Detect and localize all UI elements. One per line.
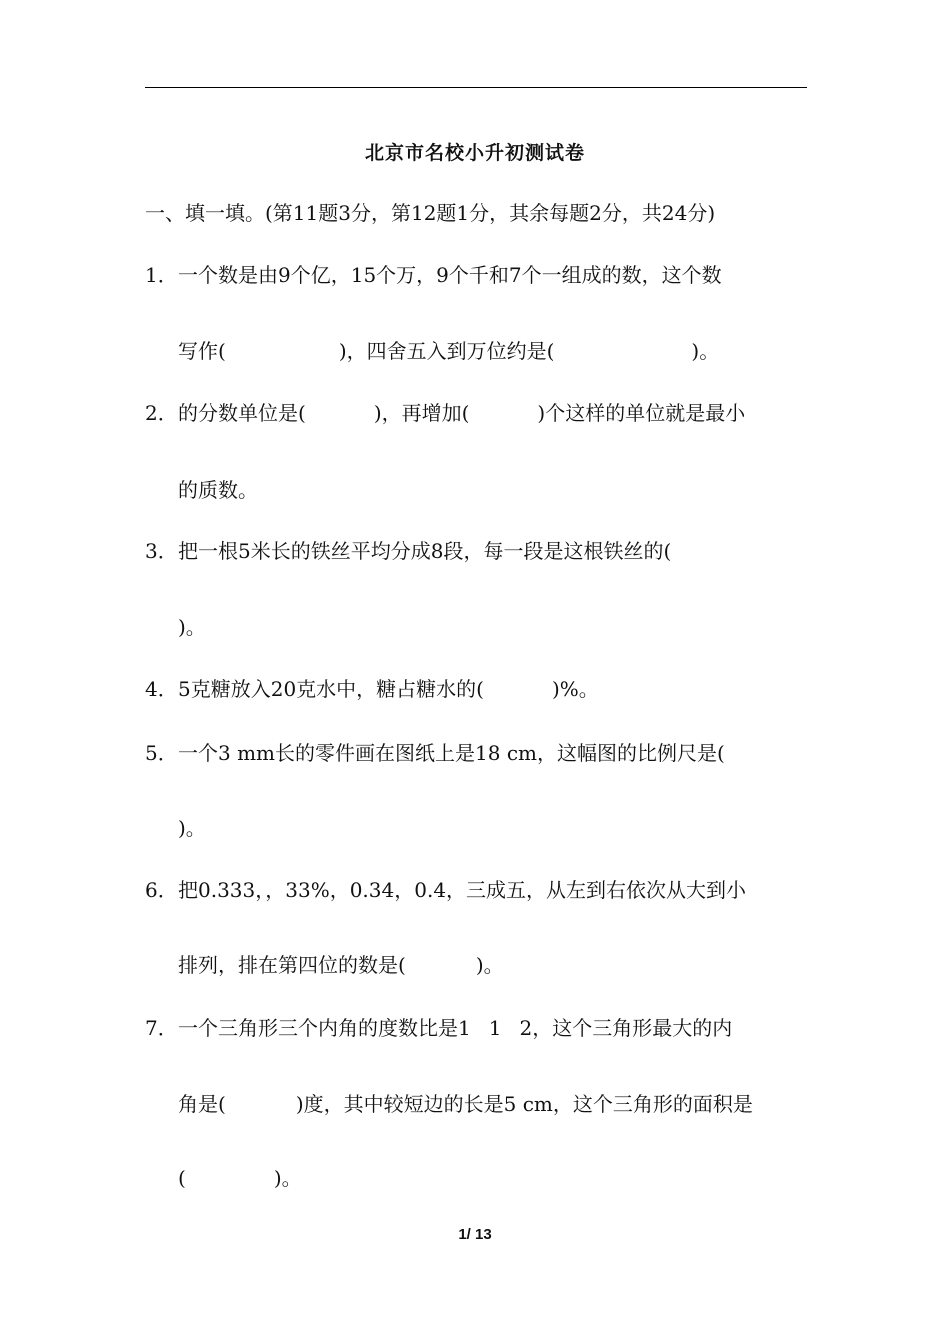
question-6-number: 6．: [145, 878, 178, 902]
question-4-line-1: [178, 677, 599, 701]
question-6-line-2: [178, 953, 504, 977]
question-6-line-1: 把0.333，，33%，0.34，0.4，三成五，从左到右依次从大到小: [178, 878, 747, 902]
question-6-text-b: )。: [475, 953, 504, 977]
question-5-line-2: )。: [178, 816, 206, 840]
question-1-number: 1．: [145, 263, 178, 287]
question-2-line-2: 的质数。: [178, 478, 258, 502]
question-3-number: 3．: [145, 539, 178, 563]
question-7-line-2: [178, 1092, 753, 1116]
question-1-text-c: )。: [691, 339, 720, 363]
question-2-text-b: )，再增加(: [373, 401, 470, 425]
question-7-number: 7．: [145, 1016, 178, 1040]
question-7-text-a: 一个三角形三个内角的度数比是1: [178, 1016, 471, 1040]
question-7-text-d: 角是(: [178, 1092, 226, 1116]
question-7-line-1: [178, 1016, 732, 1040]
question-2-text-a: 的分数单位是(: [178, 401, 306, 425]
page-indicator: 1/ 13: [458, 1226, 492, 1243]
question-1-text-a: 写作(: [178, 339, 226, 363]
question-1-line-1: 一个数是由9个亿，15个万，9个千和7个一组成的数，这个数: [178, 263, 722, 287]
question-3-line-1: 把一根5米长的铁丝平均分成8段，每一段是这根铁丝的(: [178, 539, 672, 563]
section-heading: 一、填一填。(第11题3分，第12题1分，其余每题2分，共24分): [145, 201, 716, 225]
question-7-text-g: )。: [273, 1166, 302, 1190]
question-3-line-2: )。: [178, 615, 206, 639]
question-4-text-a: 5克糖放入20克水中，糖占糖水的(: [178, 677, 484, 701]
question-1-text-b: )，四舍五入到万位约是(: [338, 339, 555, 363]
question-2-line-1: [178, 401, 745, 425]
question-6-text-a: 排列，排在第四位的数是(: [178, 953, 406, 977]
question-2-number: 2．: [145, 401, 178, 425]
question-2-text-c: )个这样的单位就是最小: [537, 401, 746, 425]
question-4-text-b: )%。: [551, 677, 599, 701]
page-title: 北京市名校小升初测试卷: [364, 142, 585, 164]
question-7-text-b: 1: [488, 1016, 502, 1040]
header-rule: [145, 87, 807, 88]
question-4-number: 4．: [145, 677, 178, 701]
question-7-text-f: (: [178, 1166, 186, 1190]
question-1-line-2: [178, 339, 719, 363]
question-5-line-1: 一个3 mm长的零件画在图纸上是18 cm，这幅图的比例尺是(: [178, 741, 725, 765]
question-7-line-3: [178, 1166, 302, 1190]
question-7-text-e: )度，其中较短边的长是5 cm，这个三角形的面积是: [295, 1092, 753, 1116]
question-5-number: 5．: [145, 741, 178, 765]
question-7-text-c: 2，这个三角形最大的内: [519, 1016, 733, 1040]
